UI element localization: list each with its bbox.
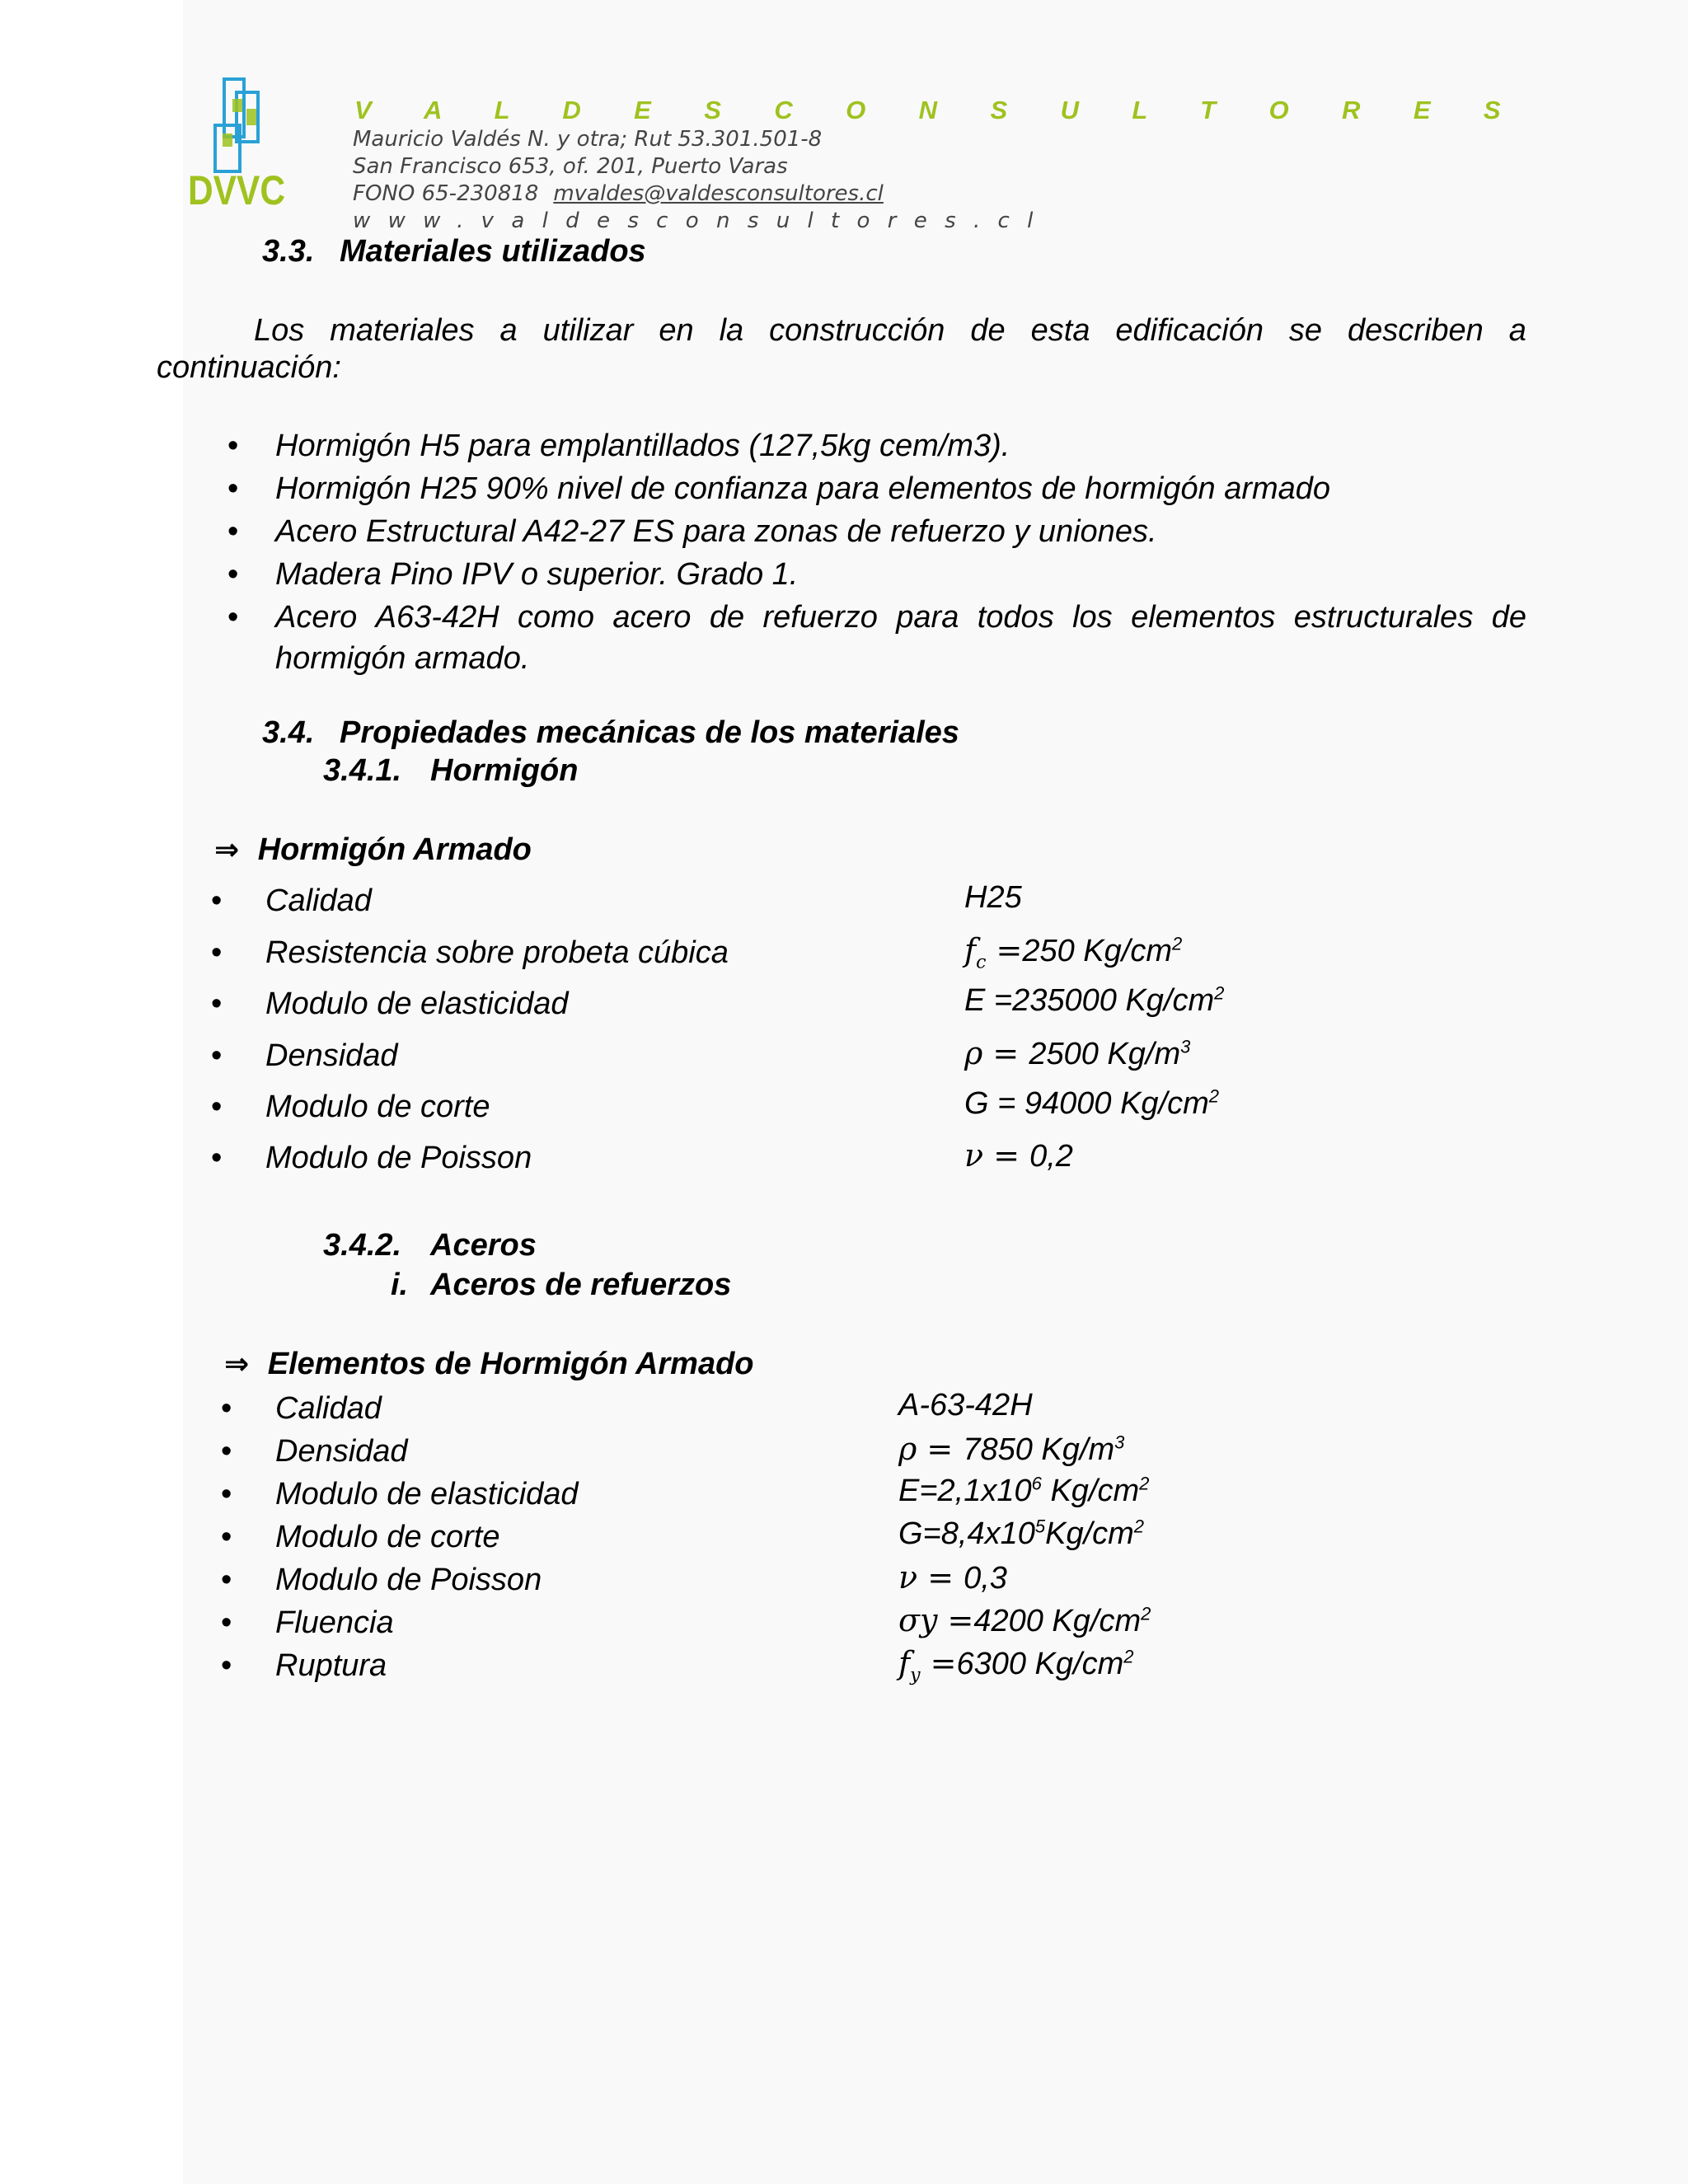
bullet-icon: • — [211, 987, 223, 1021]
value-text: G=8,4x10 — [898, 1516, 1035, 1551]
bullet-icon: • — [227, 429, 239, 463]
section-3-4-heading — [262, 715, 959, 751]
group-heading-hormigon-armado — [214, 832, 532, 868]
subsection-number: i. — [391, 1268, 409, 1302]
value-exponent: 2 — [1171, 933, 1183, 954]
material-word: todos — [977, 600, 1054, 635]
intro-word: Los — [254, 313, 305, 348]
material-item — [275, 600, 1526, 635]
unit-exponent: 2 — [1139, 1473, 1150, 1494]
subsection-3-4-1-heading — [323, 753, 578, 789]
section-number: 3.3. — [262, 234, 315, 269]
math-symbol: ρ — [964, 1035, 983, 1071]
property-label: Modulo de corte — [265, 1090, 490, 1124]
property-label: Modulo de Poisson — [265, 1141, 532, 1175]
equals-sign: = — [986, 932, 1023, 968]
intro-word: se — [1288, 313, 1323, 348]
material-word: de — [709, 600, 745, 635]
material-word: estructurales — [1293, 600, 1474, 635]
material-word: de — [1491, 600, 1526, 635]
property-label: Modulo de Poisson — [275, 1563, 542, 1597]
equals-sign: = — [937, 1602, 974, 1638]
equals-sign: = — [917, 1431, 964, 1467]
property-value — [964, 1035, 1190, 1072]
property-label: Modulo de elasticidad — [275, 1477, 579, 1511]
material-word: acero — [612, 600, 692, 635]
bullet-icon: • — [227, 471, 239, 506]
material-item: Hormigón H5 para emplantillados (127,5kg cem/m3). — [275, 429, 1010, 463]
value-exponent: 5 — [1034, 1516, 1046, 1537]
material-item: Acero Estructural A42-27 ES para zonas de refuerzo y uniones. — [275, 514, 1157, 549]
bullet-icon: • — [221, 1520, 232, 1554]
property-label: Modulo de corte — [275, 1520, 500, 1554]
intro-paragraph-line1 — [254, 313, 1526, 349]
header-contact-line — [353, 181, 884, 206]
property-value — [898, 1645, 1134, 1686]
value-text: 250 Kg/cm — [1022, 934, 1172, 968]
intro-word: en — [659, 313, 694, 348]
intro-word: a — [1508, 313, 1526, 348]
bullet-icon: • — [221, 1648, 232, 1683]
math-symbol: ρ — [898, 1431, 917, 1467]
property-label: Resistencia sobre probeta cúbica — [265, 935, 729, 970]
property-label: Ruptura — [275, 1648, 387, 1683]
value-unit: Kg/cm — [1041, 1474, 1140, 1508]
implies-arrow-icon: ⇒ — [224, 1347, 250, 1380]
subsection-i-heading — [391, 1268, 731, 1303]
value-text: 0,3 — [964, 1561, 1007, 1596]
bullet-icon: • — [211, 883, 223, 918]
property-value — [898, 1559, 1007, 1596]
subsection-title: Hormigón — [430, 753, 579, 788]
header-address-line: San Francisco 653, of. 201, Puerto Varas — [353, 154, 788, 179]
intro-paragraph-line2: continuación: — [157, 350, 341, 385]
section-title: Propiedades mecánicas de los materiales — [340, 715, 959, 750]
intro-word: edificación — [1115, 313, 1264, 348]
value-text: 4200 Kg/cm — [973, 1604, 1142, 1638]
value-text: G = 94000 Kg/cm — [964, 1086, 1209, 1121]
property-value — [898, 1602, 1151, 1639]
value-exponent: 6 — [1031, 1473, 1042, 1494]
intro-word: materiales — [330, 313, 475, 348]
value-exponent: 2 — [1123, 1646, 1134, 1667]
bullet-icon: • — [221, 1434, 232, 1469]
math-symbol: ν — [964, 1137, 984, 1174]
math-subscript: c — [976, 952, 987, 973]
intro-word: de — [970, 313, 1006, 348]
svg-text:DVVC: DVVC — [188, 167, 285, 213]
material-word: A63-42H — [375, 600, 499, 635]
material-word: para — [896, 600, 959, 635]
property-value — [898, 1474, 1149, 1509]
property-value — [964, 1137, 1073, 1174]
bullet-icon: • — [221, 1563, 232, 1597]
property-value — [898, 1431, 1124, 1468]
math-symbol: σy — [898, 1602, 938, 1638]
property-value — [898, 1516, 1144, 1552]
value-exponent: 2 — [1141, 1603, 1151, 1624]
math-symbol: f — [898, 1645, 911, 1681]
bullet-icon: • — [221, 1477, 232, 1511]
bullet-icon: • — [211, 1090, 223, 1124]
company-name: V A L D E S C O N S U L T O R E S — [354, 96, 1524, 124]
property-label: Modulo de elasticidad — [265, 987, 569, 1021]
implies-arrow-icon: ⇒ — [214, 832, 240, 866]
company-logo — [185, 74, 288, 214]
bullet-icon: • — [211, 935, 223, 970]
value-exponent: 2 — [1208, 1085, 1220, 1107]
value-exponent: 2 — [1214, 982, 1225, 1004]
bullet-icon: • — [221, 1605, 232, 1640]
material-word: como — [518, 600, 594, 635]
value-text: E=2,1x10 — [898, 1474, 1032, 1508]
value-exponent: 3 — [1180, 1036, 1191, 1057]
bullet-icon: • — [211, 1038, 223, 1073]
bullet-icon: • — [227, 557, 239, 592]
header-website[interactable]: www.valdesconsultores.cl — [353, 209, 1051, 233]
material-word: refuerzo — [762, 600, 878, 635]
header-owner-line: Mauricio Valdés N. y otra; Rut 53.301.501-8 — [353, 127, 823, 152]
equals-sign: = — [982, 1035, 1029, 1071]
equals-sign: = — [983, 1137, 1030, 1174]
section-3-3-heading — [262, 234, 646, 269]
property-label: Densidad — [275, 1434, 408, 1469]
subsection-number: 3.4.2. — [323, 1228, 402, 1263]
material-item-continuation: hormigón armado. — [275, 641, 530, 676]
material-word: elementos — [1131, 600, 1276, 635]
equals-sign: = — [920, 1645, 957, 1681]
property-label: Densidad — [265, 1038, 398, 1073]
subsection-title: Aceros — [430, 1228, 537, 1263]
subsection-number: 3.4.1. — [323, 753, 402, 788]
value-text: E =235000 Kg/cm — [964, 983, 1215, 1018]
intro-word: utilizar — [542, 313, 634, 348]
value-text: A-63-42H — [898, 1388, 1033, 1422]
equals-sign: = — [917, 1559, 964, 1596]
value-text: 2500 Kg/m — [1029, 1037, 1181, 1071]
property-value — [964, 932, 1183, 973]
math-symbol: ν — [898, 1559, 918, 1596]
property-label: Fluencia — [275, 1605, 394, 1640]
bullet-icon: • — [221, 1391, 232, 1426]
value-text: H25 — [964, 880, 1022, 915]
header-phone: FONO 65-230818 — [353, 181, 539, 206]
intro-word: describen — [1348, 313, 1484, 348]
value-text: 7850 Kg/m — [963, 1432, 1115, 1467]
group-title: Elementos de Hormigón Armado — [267, 1347, 754, 1381]
bullet-icon: • — [227, 514, 239, 549]
material-word: Acero — [275, 600, 358, 635]
property-value — [898, 1388, 1033, 1423]
property-label: Calidad — [275, 1391, 382, 1426]
section-number: 3.4. — [262, 715, 315, 750]
subsection-3-4-2-heading — [323, 1228, 537, 1263]
property-value — [964, 1086, 1219, 1122]
bullet-icon: • — [211, 1141, 223, 1175]
property-label: Calidad — [265, 883, 372, 918]
math-subscript: y — [910, 1665, 921, 1686]
group-heading-elementos — [224, 1347, 754, 1382]
header-email-link[interactable]: mvaldes@valdesconsultores.cl — [553, 181, 884, 206]
value-text: 0,2 — [1029, 1139, 1073, 1174]
unit-exponent: 2 — [1133, 1516, 1145, 1537]
material-word: los — [1072, 600, 1113, 635]
section-title: Materiales utilizados — [340, 234, 646, 269]
property-value — [964, 880, 1022, 916]
value-text: 6300 Kg/cm — [956, 1647, 1124, 1681]
bullet-icon: • — [227, 600, 239, 635]
intro-word: a — [499, 313, 518, 348]
intro-word: construcción — [769, 313, 945, 348]
value-unit: Kg/cm — [1045, 1516, 1134, 1551]
value-exponent: 3 — [1114, 1432, 1125, 1453]
material-item: Madera Pino IPV o superior. Grado 1. — [275, 557, 799, 592]
math-symbol: f — [964, 932, 977, 968]
subsection-title: Aceros de refuerzos — [430, 1268, 732, 1302]
group-title: Hormigón Armado — [257, 832, 532, 867]
property-value — [964, 983, 1224, 1019]
material-item: Hormigón H25 90% nivel de confianza para elementos de hormigón armado — [275, 471, 1331, 506]
intro-word: esta — [1030, 313, 1090, 348]
intro-word: la — [719, 313, 744, 348]
